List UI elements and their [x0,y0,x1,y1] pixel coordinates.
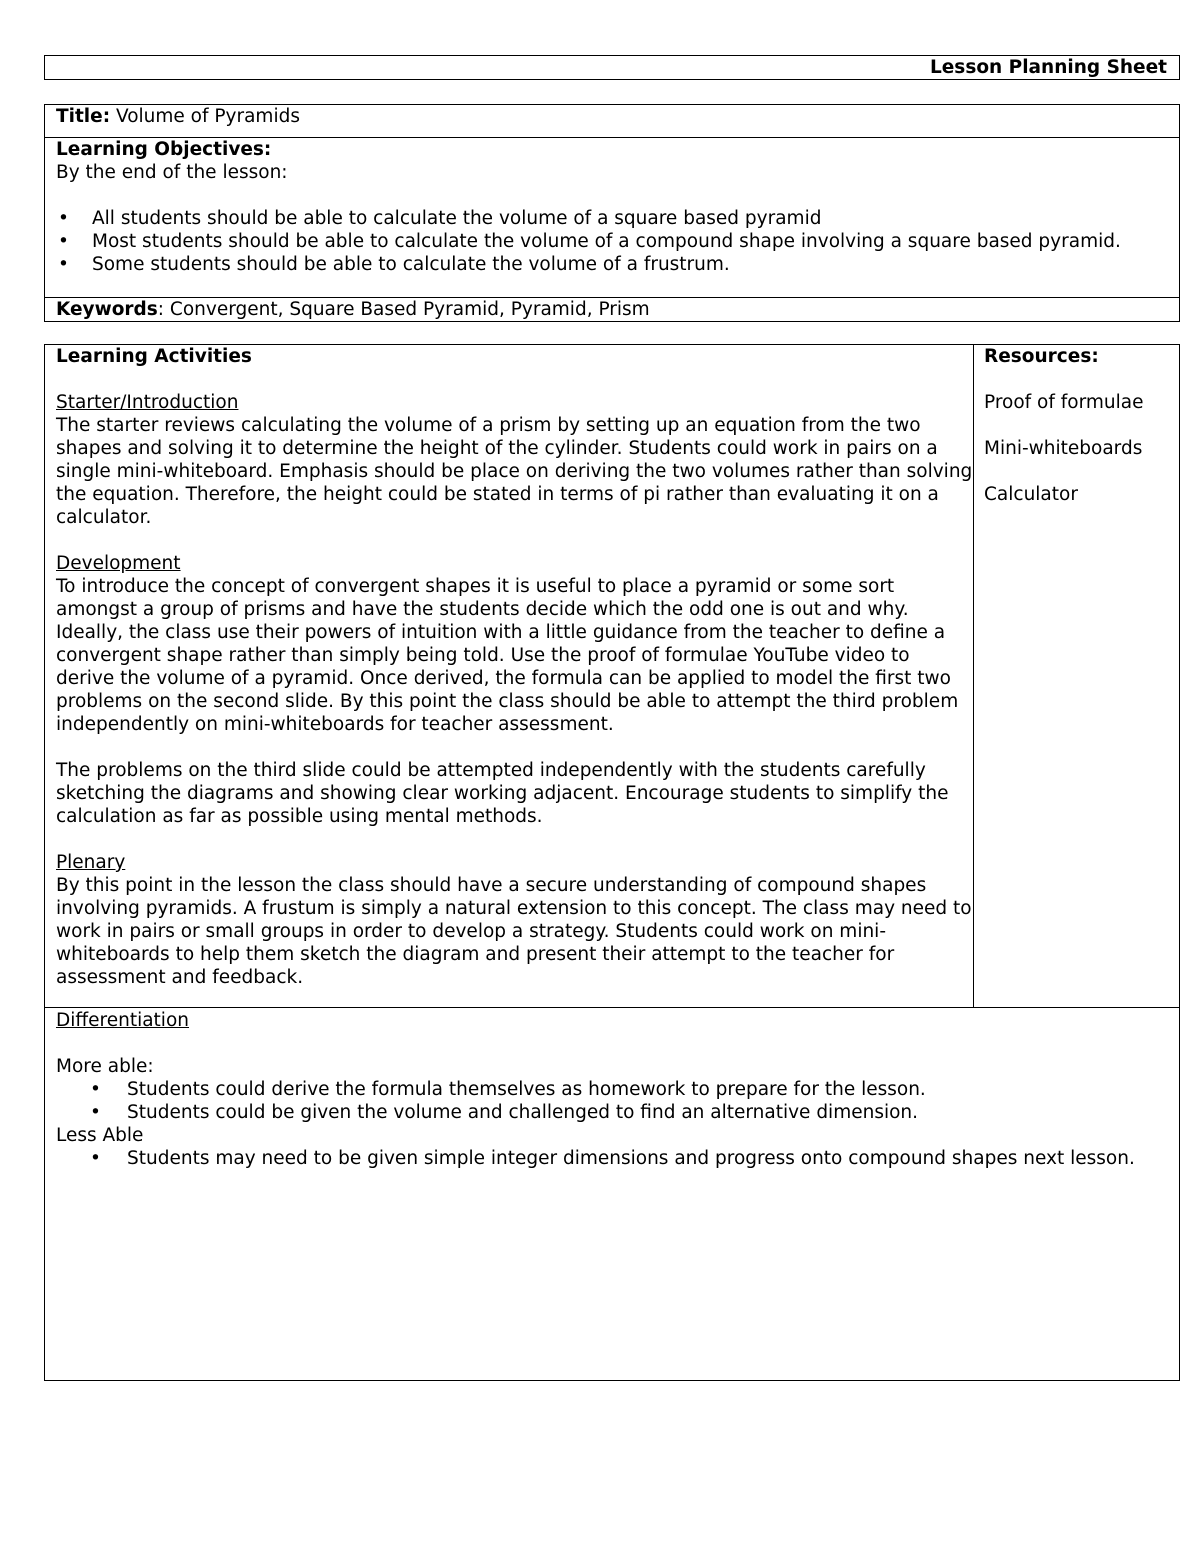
development-text-2: The problems on the third slide could be attempted independently with the students carefully sketching the diagrams and showing clear working adjacent. Encourage students to simplify the calculation as far as possible using mental methods. [56,760,949,827]
objectives-intro: By the end of the lesson: [56,162,288,183]
more-able-list [56,1078,1179,1124]
plenary-text: By this point in the lesson the class should have a secure understanding of compound shapes involving pyramids. A frustum is simply a natural extension to this concept. The class may need to work in pairs or small groups in order to develop a strategy. Students could work on mini-whiteboards to help them sketch the diagram and present their attempt to the teacher for assessment and feedback. [56,875,972,988]
resources-cell [974,345,1179,1008]
less-able-list [56,1147,1179,1170]
title-label: Title: [56,106,111,127]
development-heading: Development [56,553,181,574]
learning-activities-cell [45,345,974,1008]
differentiation-heading: Differentiation [56,1010,189,1031]
objective-item: • Some students should be able to calculate the volume of a frustrum. [56,253,1179,276]
header-box [44,55,1180,80]
resource-item: Mini-whiteboards [984,438,1143,459]
more-able-label: More able: [56,1056,154,1077]
keywords-label: Keywords [56,299,158,320]
objective-item: • Most students should be able to calculate the volume of a compound shape involving a square based pyramid. [56,230,1179,253]
development-text-1: To introduce the concept of convergent shapes it is useful to place a pyramid or some sort amongst a group of prisms and have the students decide which the odd one is out and why. Ideally, the class use their powers of intuition with a little guidance from the teacher to define a convergent shape rather than simply being told. Use the proof of formulae YouTube video to derive the volume of a pyramid. Once derived, the formula can be applied to model the first two problems on the second slide. By this point the class should be able to attempt the third problem independently on mini-whiteboards for teacher assessment. [56,576,959,735]
lesson-title: Volume of Pyramids [115,106,300,127]
starter-text: The starter reviews calculating the volume of a prism by setting up an equation from the two shapes and solving it to determine the height of the cylinder. Students could work in pairs on a single mini-whiteboard. Emphasis should be place on deriving the two volumes rather than solving the equation. Therefore, the height could be stated in terms of pi rather than evaluating it on a calculator. [56,415,973,528]
less-able-label: Less Able [56,1125,144,1146]
objectives-heading: Learning Objectives: [56,139,272,160]
title-row [45,105,1179,138]
resource-item: Proof of formulae [984,392,1144,413]
sheet-title: Lesson Planning Sheet [929,57,1167,78]
more-able-item: • Students could be given the volume and challenged to find an alternative dimension. [56,1101,1179,1124]
more-able-item: • Students could derive the formula themselves as homework to prepare for the lesson. [56,1078,1179,1101]
activities-heading: Learning Activities [56,346,252,367]
activities-table [44,344,1180,1381]
resources-heading: Resources: [984,346,1099,367]
lesson-info-table [44,104,1180,322]
keywords-value: : Convergent, Square Based Pyramid, Pyramid, Prism [157,299,650,320]
less-able-item: • Students may need to be given simple integer dimensions and progress onto compound shapes next lesson. [56,1147,1179,1170]
objectives-row [45,138,1179,298]
objective-item: • All students should be able to calculate the volume of a square based pyramid [56,207,1179,230]
plenary-heading: Plenary [56,852,126,873]
starter-heading: Starter/Introduction [56,392,239,413]
resource-item: Calculator [984,484,1078,505]
objectives-list [56,207,1179,276]
differentiation-cell [45,1009,1179,1170]
keywords-row [45,298,1179,322]
